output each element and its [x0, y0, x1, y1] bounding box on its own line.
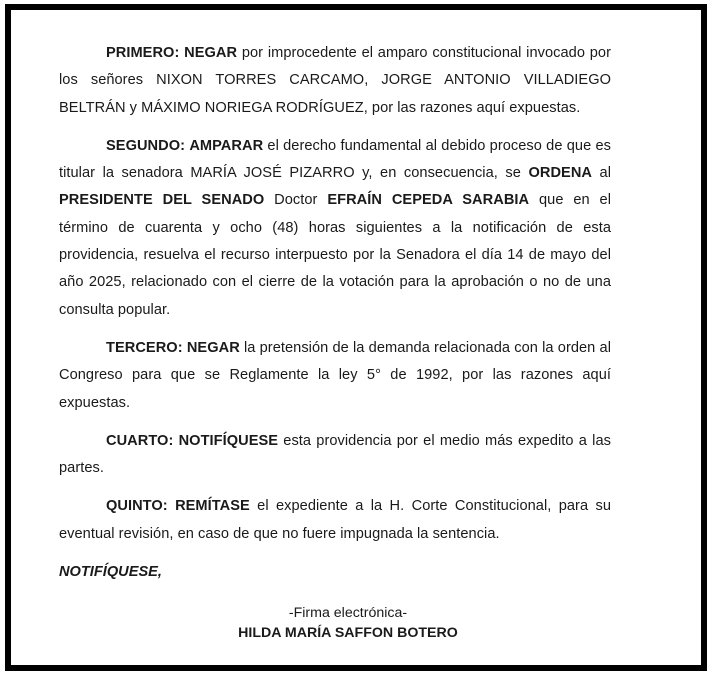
signer-name: HILDA MARÍA SAFFON BOTERO [238, 625, 458, 642]
cuarto-label: CUARTO: [106, 432, 174, 449]
quinto-text: el expediente a la H. Corte Constitucional, para su eventual revisión, en caso de que no fuere impugnada la sentencia. [59, 498, 611, 542]
signature-block [59, 603, 611, 644]
closing-notifiquese: NOTIFÍQUESE, [59, 564, 162, 581]
segundo-text-1: el derecho fundamental al debido proceso de que es titular la senadora MARÍA JOSÉ PIZARRO y, en consecuencia, se [59, 137, 611, 182]
resolution-cuarto [59, 428, 611, 483]
quinto-verb: REMÍTASE [175, 498, 250, 515]
segundo-text-4: que en el término de cuarenta y ocho (48) horas siguientes a la notificación de esta providencia, resuelva el recurso interpuesto por la Senadora el día 14 de mayo del año 2025, relacionado con el cierre de la votación para la aprobación o no de una consulta popular. [59, 192, 612, 318]
document-frame [5, 4, 707, 671]
cuarto-text: esta providencia por el medio más expedito a las partes. [59, 432, 611, 477]
resolution-quinto [59, 493, 611, 548]
tercero-label: TERCERO: [106, 339, 183, 356]
resolution-primero [59, 40, 611, 122]
cuarto-verb: NOTIFÍQUESE [178, 432, 279, 449]
segundo-presidente: PRESIDENTE DEL SENADO [59, 192, 265, 209]
segundo-verb: AMPARAR [189, 137, 264, 154]
document-body [59, 40, 611, 644]
segundo-label: SEGUNDO: [106, 137, 186, 154]
primero-label: PRIMERO: [106, 45, 180, 61]
segundo-text-3: Doctor [274, 192, 318, 209]
resolution-segundo [59, 133, 611, 324]
quinto-label: QUINTO: [106, 498, 168, 515]
segundo-ordena: ORDENA [528, 165, 592, 182]
primero-verb: NEGAR [184, 45, 238, 61]
tercero-text: la pretensión de la demanda relacionada con la orden al Congreso para que se Reglamente la ley 5° de 1992, por las razones aquí expuestas. [59, 339, 612, 411]
segundo-text-2: al [599, 165, 612, 182]
primero-text: por improcedente el amparo constitucional invocado por los señores NIXON TORRES CARCAMO, JORGE ANTONIO VILLADIEGO BELTRÁN y MÁXIMO NORIEGA RODRÍGUEZ, por las razones aquí expuestas. [59, 45, 611, 116]
resolution-tercero [59, 335, 611, 417]
tercero-verb: NEGAR [186, 339, 240, 356]
signature-note: -Firma electrónica- [288, 605, 408, 622]
segundo-nombre: EFRAÍN CEPEDA SARABIA [327, 192, 530, 209]
